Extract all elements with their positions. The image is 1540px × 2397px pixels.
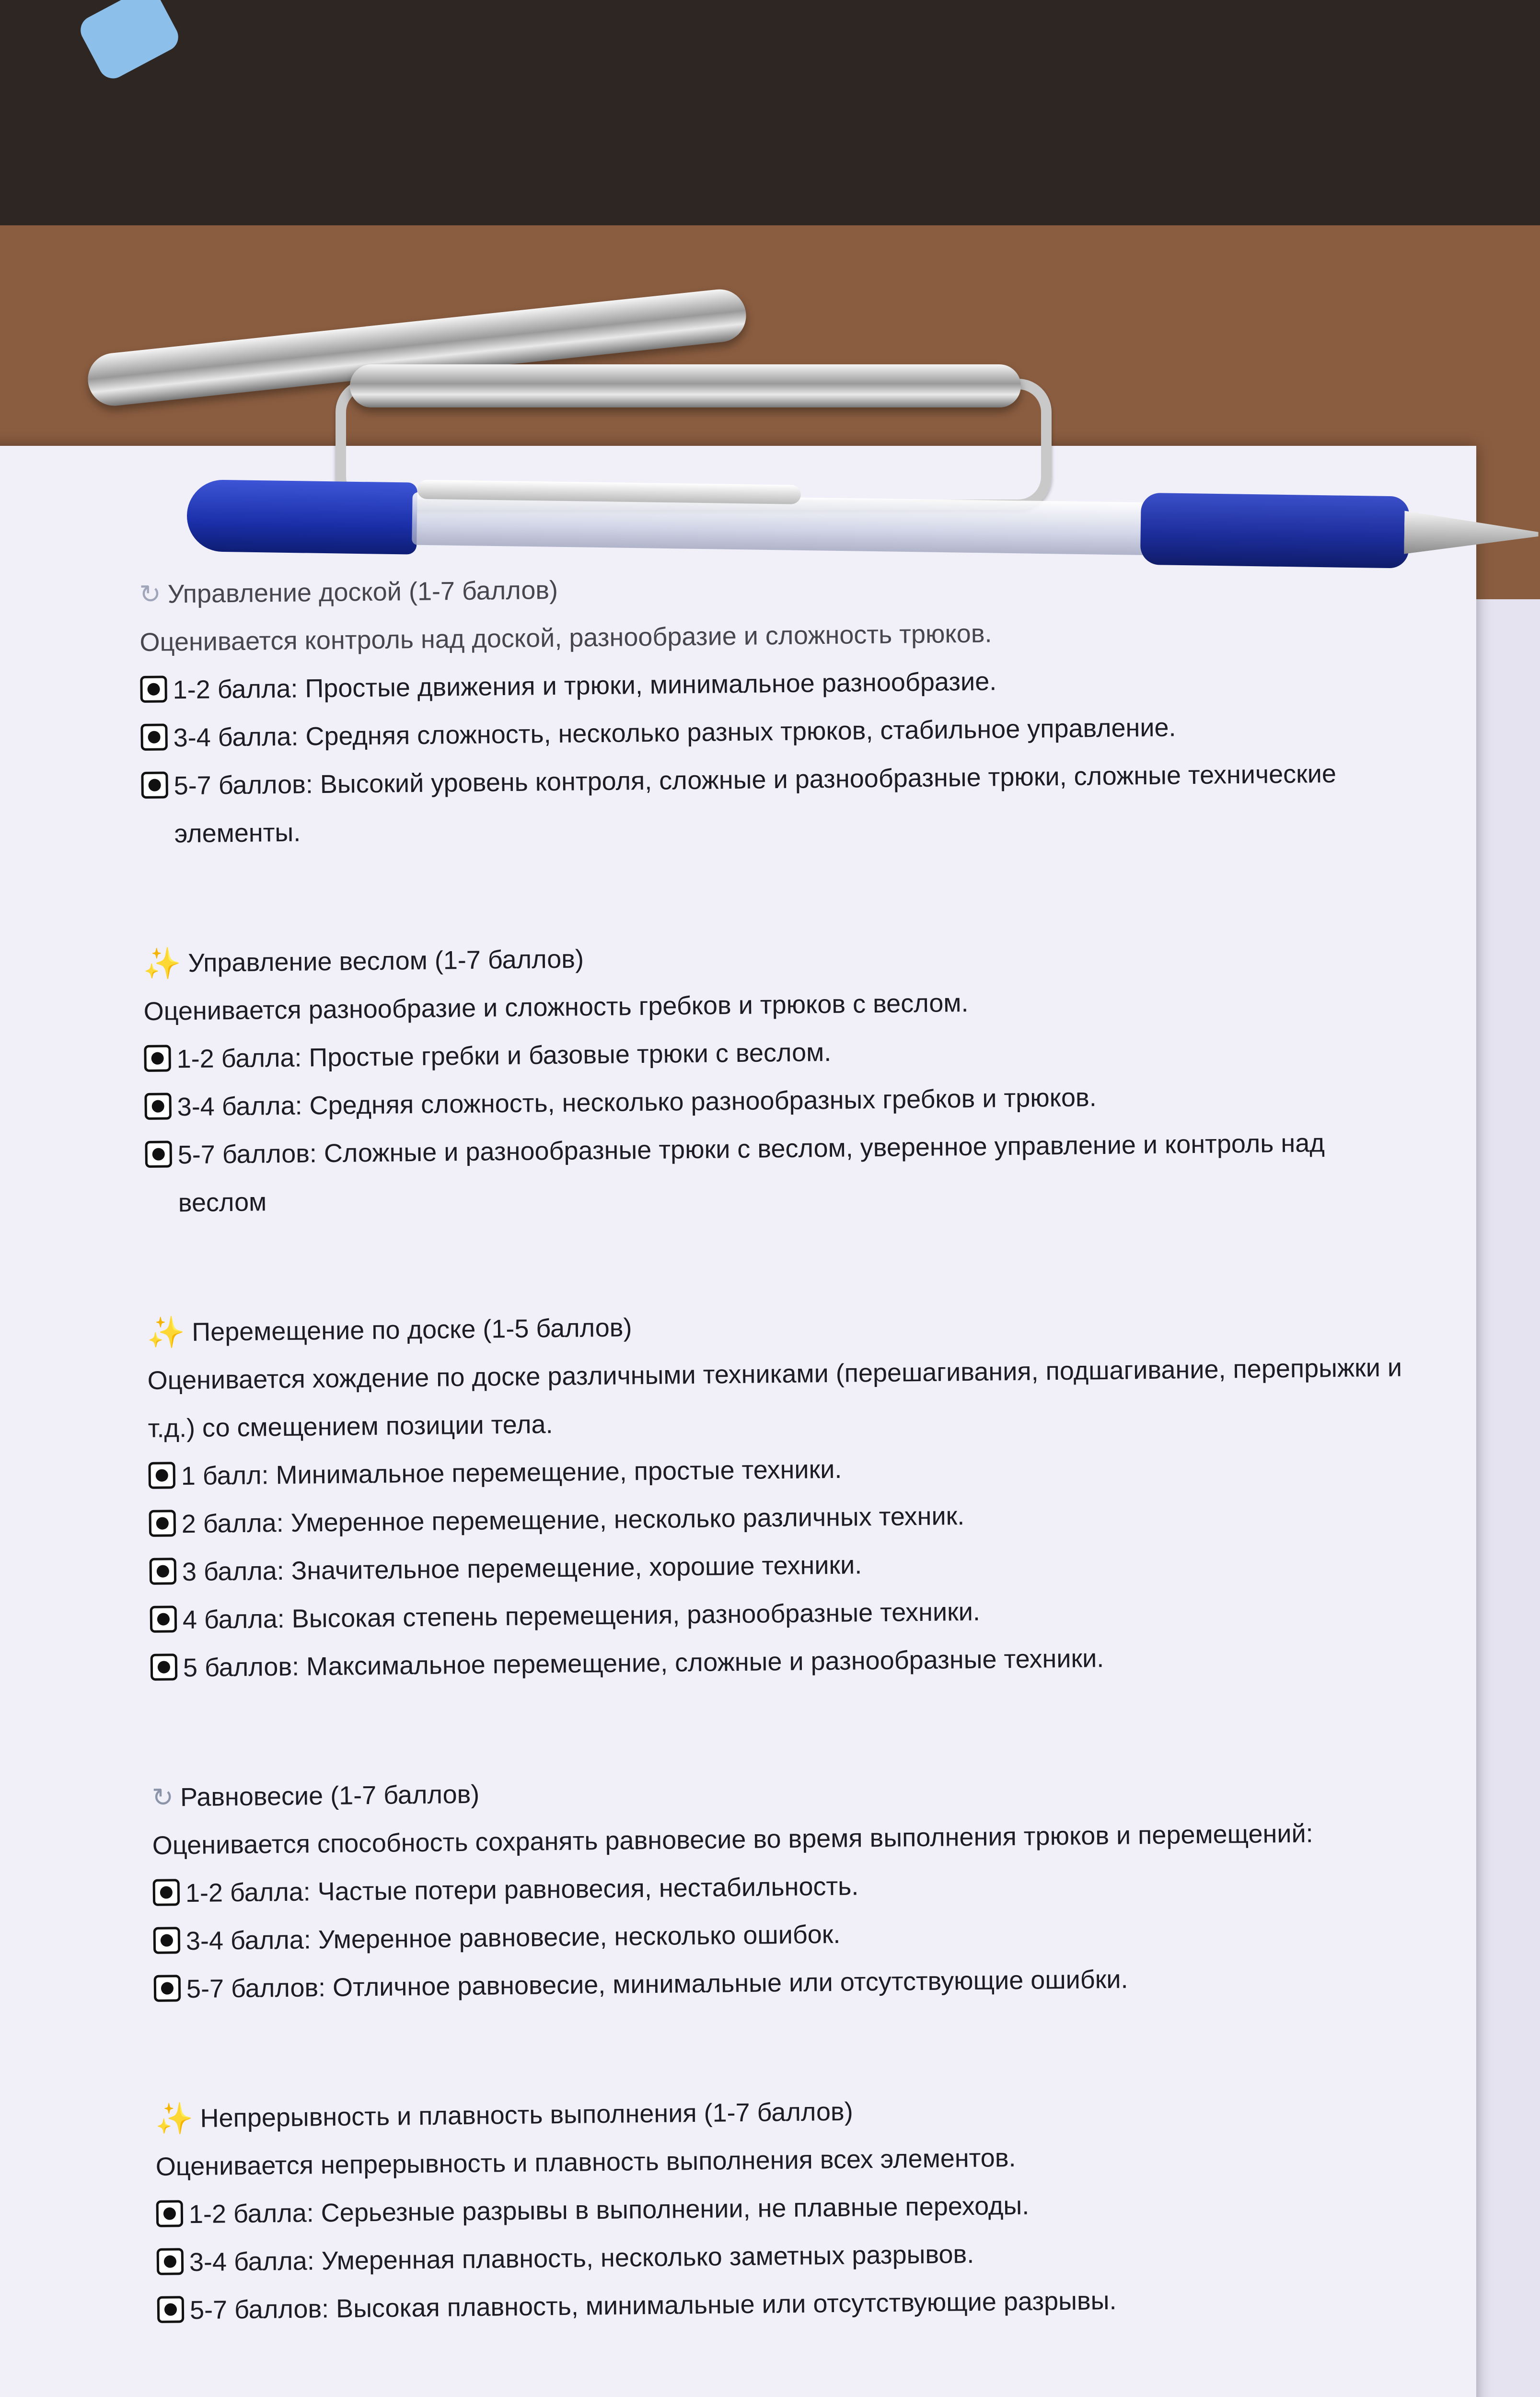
score-item-text: 5-7 баллов: Сложные и разнообразные трюки с веслом, уверенное управление и контроль над веслом [177,1129,1325,1218]
pen-grip [1140,493,1410,569]
score-item-text: 5-7 баллов: Высокий уровень контроля, сложные и разнообразные трюки, сложные технические элементы. [174,759,1337,849]
radio-bullet-icon [157,2296,185,2323]
section-title: Перемещение по доске (1-5 баллов) [192,1313,632,1347]
criteria-section [139,557,1407,858]
section-description: Оценивается разнообразие и сложность гребков и трюков с веслом. [143,988,969,1026]
score-item-text: 1-2 балла: Серьезные разрывы в выполнении, не плавные переходы. [188,2191,1030,2229]
score-item-text: 3-4 балла: Умеренная плавность, несколько заметных разрывов. [189,2239,974,2277]
radio-bullet-icon [150,1558,177,1585]
section-description: Оценивается непрерывность и плавность выполнения всех элементов. [155,2143,1016,2181]
blue-pen-cap [76,0,184,83]
score-item-text: 1 балл: Минимальное перемещение, простые техники. [181,1454,842,1491]
section-title: Управление веслом (1-7 баллов) [187,944,584,977]
radio-bullet-icon [144,1093,172,1120]
radio-bullet-icon [153,1879,180,1906]
swirl-icon: ↻ [151,1783,174,1812]
score-item-text: 3-4 балла: Средняя сложность, несколько разных трюков, стабильное управление. [173,713,1176,753]
section-title: Управление доской (1-7 баллов) [167,575,558,609]
score-item-text: 1-2 балла: Простые гребки и базовые трюки с веслом. [176,1037,832,1074]
criteria-section [143,926,1411,1227]
section-description: Оценивается контроль над доской, разнообразие и сложность трюков. [139,619,992,657]
score-item-text: 5-7 баллов: Отличное равновесие, минимальные или отсутствующие ошибки. [186,1965,1128,2004]
radio-bullet-icon [141,771,168,799]
clip-bar-bottom [350,364,1021,407]
sparkle-icon: ✨ [147,1315,185,1350]
score-item-text: 3 балла: Значительное перемещение, хорошие техники. [182,1550,862,1587]
score-item-text: 2 балла: Умеренное перемещение, несколько различных техник. [181,1501,965,1539]
score-item-text: 3-4 балла: Средняя сложность, несколько разнообразных гребков и трюков. [177,1083,1097,1122]
score-item-text: 4 балла: Высокая степень перемещения, разнообразные техники. [182,1597,981,1635]
radio-bullet-icon [150,1606,177,1633]
score-item-text: 1-2 балла: Простые движения и трюки, минимальное разнообразие. [173,667,997,705]
section-description: Оценивается способность сохранять равновесие во время выполнения трюков и перемещений: [152,1819,1313,1860]
score-item-text: 5-7 баллов: Высокая плавность, минимальные или отсутствующие разрывы. [189,2286,1117,2325]
pen-cap [186,479,417,555]
radio-bullet-icon [140,723,168,751]
radio-bullet-icon [144,1045,171,1072]
score-item-text: 5 баллов: Максимальное перемещение, сложные и разнообразные техники. [183,1644,1104,1683]
scoring-criteria-document [139,557,1427,2397]
criteria-section [147,1295,1416,1692]
radio-bullet-icon [153,1927,181,1954]
score-item-text: 3-4 балла: Умеренное равновесие, несколько ошибок. [185,1920,841,1956]
radio-bullet-icon [148,1462,175,1489]
radio-bullet-icon [156,2200,184,2227]
score-item [145,1118,1411,1227]
score-item-text: 1-2 балла: Частые потери равновесия, нестабильность. [185,1872,859,1908]
sparkle-icon: ✨ [143,946,182,981]
criteria-section [151,1760,1419,2013]
section-title: Равновесие (1-7 баллов) [180,1780,480,1812]
criteria-section [155,2082,1423,2335]
section-title: Непрерывность и плавность выполнения (1-7 баллов) [200,2097,853,2133]
section-description: Оценивается хождение по доске различными техниками (перешагивания, подшагивание, перепрыжки и т.д.) со смещением позиции тела. [147,1353,1402,1443]
score-item [141,749,1407,858]
radio-bullet-icon [154,1975,181,2002]
radio-bullet-icon [157,2248,184,2275]
sparkle-icon: ✨ [155,2101,194,2136]
radio-bullet-icon [149,1510,176,1537]
radio-bullet-icon [140,675,167,703]
radio-bullet-icon [151,1653,178,1681]
radio-bullet-icon [145,1140,172,1168]
swirl-icon: ↻ [139,580,162,609]
